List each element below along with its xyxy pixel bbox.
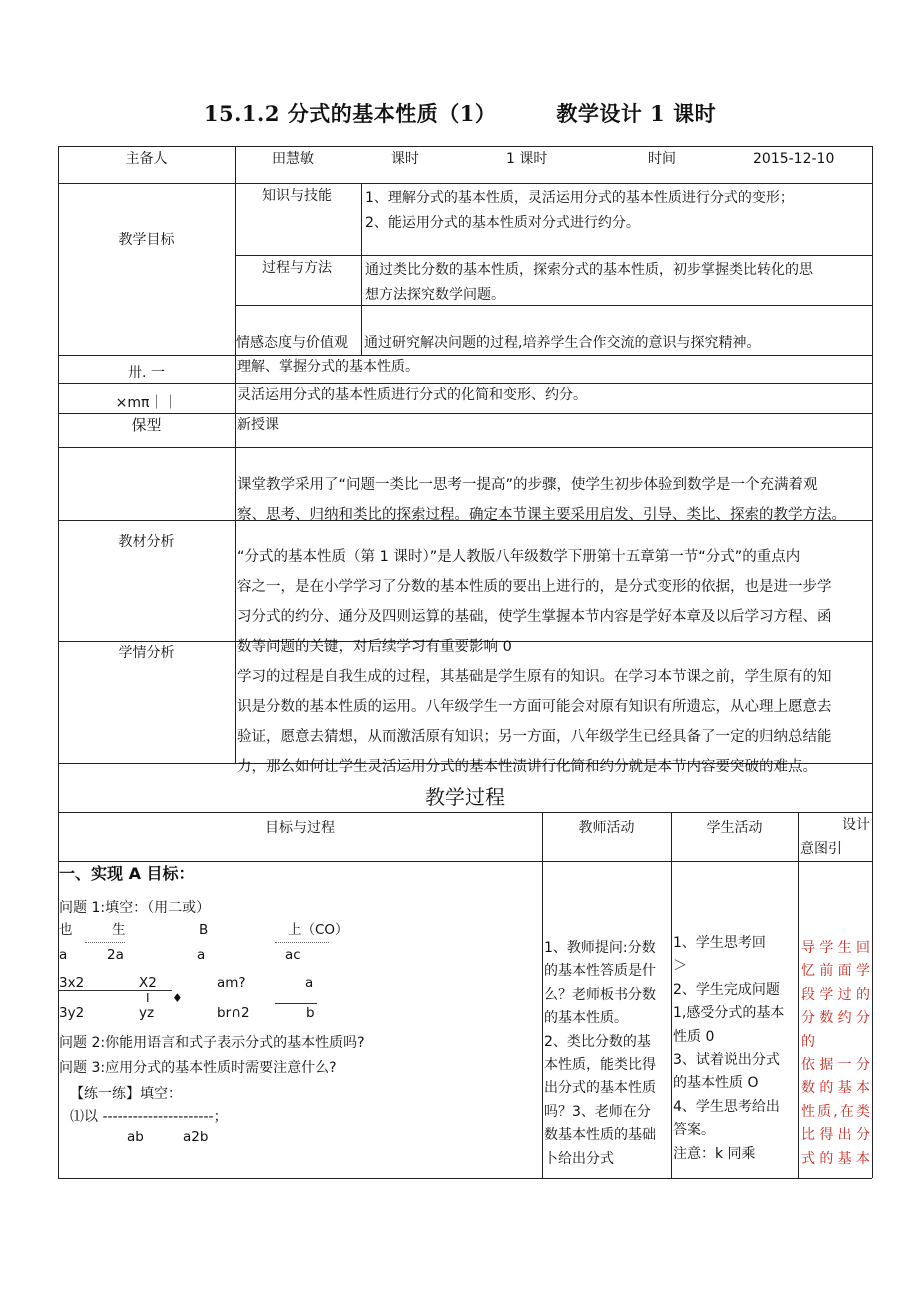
design-line: 性质,在类 [801, 1103, 870, 1120]
math-text: ac [285, 947, 301, 963]
math-text: ab [127, 1129, 144, 1145]
student-line: 的基本性质 O [673, 1075, 759, 1092]
student-line: 性质 0 [673, 1028, 715, 1045]
design-line: 式的基本 [801, 1150, 870, 1167]
practice-heading: 【练一练】填空： [70, 1086, 182, 1102]
student-line: 2、学生完成问题 [673, 981, 780, 998]
material-line: “分式的基本性质（第 1 课时）”是人教版八年级数学下册第十五章第一节“分式”的重点内 [237, 549, 801, 565]
title-design: 教学设计 1 课时 [556, 101, 717, 126]
practice-line: ⑴以 ----------------------； [70, 1109, 228, 1125]
period-value: 1 课时 [506, 151, 548, 167]
math-text: 也 [59, 922, 73, 938]
header-teacher: 教师活动 [578, 820, 635, 836]
preparer-label: 主备人 [125, 151, 168, 167]
math-text: yz [139, 1005, 155, 1021]
math-text: I [146, 991, 150, 1005]
header-student: 学生活动 [706, 820, 763, 836]
lesson-type-label: 保型 [131, 416, 162, 434]
math-text: br∩2 [217, 1005, 250, 1021]
math-text: 3y2 [59, 1005, 85, 1021]
material-line: 习分式的约分、通分及四则运算的基础，使学生掌握本节内容是学好本章及以后学习方程、函 [237, 609, 832, 625]
design-line: 分数约分 [801, 1010, 870, 1027]
learner-line: 识是分数的基本性质的运用。八年级学生一方面可能会对原有知识有所遗忘，从心理上愿意去 [237, 699, 832, 715]
design-intent [801, 937, 870, 1171]
math-text: a [197, 947, 206, 963]
student-line: 1,感受分式的基本 [673, 1005, 785, 1022]
design-line: 段学过的 [801, 986, 870, 1003]
header-goal: 目标与过程 [265, 820, 335, 836]
design-line: 比得出分 [801, 1127, 870, 1144]
learner-line: 力，那么如何让学生灵活运用分式的基本性渍讲行化简和约分就是本节内容要突破的难点。 [237, 759, 817, 775]
fraction-bar [85, 942, 125, 943]
math-text: X2 [139, 975, 157, 991]
difficulty-text: 灵活运用分式的基本性质进行分式的化简和变形、约分。 [237, 387, 587, 403]
math-text: 2a [107, 947, 124, 963]
math-text: a [305, 975, 314, 991]
teacher-line: 1、教师提问:分数 [544, 940, 656, 956]
student-line: 4、学生思考给出 [673, 1098, 780, 1115]
key-point-label: 卅. 一 [128, 365, 165, 381]
key-point-text: 理解、掌握分式的基本性质。 [237, 359, 419, 375]
teacher-line: 的基本性答质是什 [544, 963, 656, 980]
math-text: ♦ [172, 991, 183, 1005]
method-line: 课堂教学采用了“问题一类比一思考一提高”的步骤，使学生初步体验到数学是一个充满着观 [237, 477, 818, 493]
question-2: 问题 2:你能用语言和式子表示分式的基本性质吗? [59, 1035, 365, 1051]
teacher-line: 出分式的基本性质 [544, 1080, 656, 1097]
material-line: 数等问题的关键，对后续学习有重要影响 0 [237, 639, 512, 655]
design-line: 的 [801, 1033, 815, 1050]
teacher-line: 数基本性质的基础 [544, 1127, 656, 1144]
document-title [0, 98, 920, 128]
header-design-1: 设计 [842, 817, 870, 833]
design-line: 数的基本 [801, 1080, 870, 1097]
math-text: b [306, 1005, 315, 1021]
time-label: 时间 [648, 151, 676, 167]
fraction-bar [275, 942, 329, 943]
math-text: 3x2 [59, 975, 85, 991]
student-activity [673, 932, 797, 1166]
math-text: 上（CO） [288, 922, 349, 938]
learner-line: 学习的过程是自我生成的过程，其基础是学生原有的知识。在学习本节课之前，学生原有的知 [237, 669, 832, 685]
header-design-2: 意图引 [800, 841, 842, 857]
question-3: 问题 3:应用分式的基本性质时需要注意什么? [59, 1060, 337, 1076]
math-text: am? [217, 975, 246, 991]
knowledge-line-1: 1、理解分式的基本性质，灵活运用分式的基本性质进行分式的变形； [365, 190, 794, 206]
teacher-line: 卜给出分式 [544, 1150, 614, 1167]
preparer-value: 田慧敏 [272, 151, 314, 167]
math-text: a2b [183, 1129, 209, 1145]
question-1: 问题 1:填空：（用二或） [59, 900, 211, 916]
knowledge-label: 知识与技能 [262, 188, 332, 204]
difficulty-label: ×mπ｜｜ [115, 395, 178, 411]
math-text: B [199, 922, 209, 938]
process-line-1: 通过类比分数的基本性质，探索分式的基本性质，初步掌握类比转化的思 [365, 262, 813, 278]
emotion-text: 通过研究解决问题的过程,培养学生合作交流的意识与探究精神。 [364, 335, 761, 351]
process-label: 过程与方法 [262, 260, 332, 276]
time-value: 2015-12-10 [753, 151, 835, 167]
goal-heading: 一、实现 A 目标： [59, 864, 195, 883]
student-line: 注意：k 同乘 [673, 1145, 756, 1162]
teacher-line: 2、类比分数的基 [544, 1033, 651, 1050]
design-line: 导学生回 [801, 940, 870, 956]
method-line: 察、思考、归纳和类比的探索过程。确定本节课主要采用启发、引导、类比、探索的教学方法。 [237, 507, 846, 523]
math-text: 生 [112, 922, 126, 938]
material-text [237, 542, 870, 662]
student-line: 1、学生思考回 [673, 935, 766, 951]
period-label: 课时 [391, 151, 419, 167]
material-label: 教材分析 [118, 534, 175, 550]
teacher-line: 么？老师板书分数 [544, 986, 656, 1003]
student-line: 3、试着说出分式 [673, 1052, 780, 1069]
teaching-method-text [237, 470, 870, 530]
process-title: 教学过程 [425, 785, 505, 809]
teacher-line: 吗？3、老师在分 [544, 1103, 651, 1120]
learner-text [237, 662, 870, 782]
knowledge-line-2: 2、能运用分式的基本性质对分式进行约分。 [365, 215, 640, 231]
title-lesson: 15.1.2 分式的基本性质（1） [203, 101, 497, 126]
student-line: ＞ [673, 958, 687, 975]
lesson-type-text: 新授课 [237, 417, 279, 433]
objectives-label: 教学目标 [118, 232, 175, 248]
learner-label: 学情分析 [118, 645, 175, 661]
teacher-line: 的基本性质。 [544, 1010, 628, 1027]
emotion-label: 情感态度与价值观 [236, 335, 348, 351]
teacher-line: 本性质，能类比得 [544, 1057, 656, 1074]
student-line: 答案。 [673, 1122, 715, 1139]
design-line: 依据一分 [801, 1057, 870, 1074]
fraction-bar [58, 990, 172, 991]
material-line: 容之一，是在小学学习了分数的基本性质的要出上进行的，是分式变形的依据，也是进一步学 [237, 579, 832, 595]
learner-line: 验证，愿意去猜想，从而激活原有知识；另一方面，八年级学生已经具备了一定的归纳总结能 [237, 729, 832, 745]
math-text: a [59, 947, 68, 963]
process-line-2: 想方法探究数学问题。 [365, 287, 505, 303]
teacher-activity [544, 937, 669, 1171]
design-line: 忆前面学 [801, 963, 870, 980]
